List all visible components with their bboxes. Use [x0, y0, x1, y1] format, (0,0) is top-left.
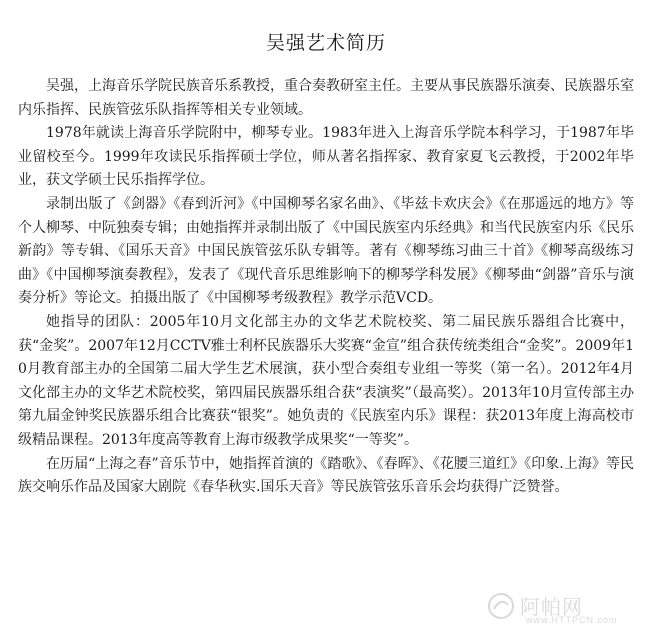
watermark-brand: 阿帕网 — [520, 597, 583, 619]
paragraph-recordings: 录制出版了《剑器》《春到沂河》《中国柳琴名家名曲》、《毕兹卡欢庆会》《在那遥远的地方》等个人柳琴、中阮独奏专辑；由她指挥并录制出版了《中国民族室内乐经典》和当代民族室内乐《民乐新韵》等专辑、《国乐天音》中国民族管弦乐队专辑等。著有《柳琴练习曲三十首》《柳琴高级练习曲》《中国柳琴演奏教程》，发表了《现代音乐思维影响下的柳琴学科发展》《柳琴曲“剑器”音乐与演奏分析》等论文。拍摄出版了《中国柳琴考级教程》教学示范VCD。 — [18, 195, 634, 307]
page-title: 吴强艺术简历 — [265, 32, 386, 54]
paragraph-awards: 她指导的团队：2005年10月文化部主办的文华艺术院校奖、第二届民族乐器组合比赛中，获“金奖”。2007年12月CCTV雅士利杯民族器乐大奖赛“金宣”组合获传统类组合“金奖”。2009年10月教育部主办的全国第二届大学生艺术展演，获小型合奏组专业组一等奖（第一名）。2012年4月文化部主办的文华艺术院校奖，第四届民族器乐组合获“表演奖”（最高奖）。2013年10月宣传部主办第九届金钟奖民族器乐组合比赛获“银奖”。她负责的《民族室内乐》课程：获2013年度上海高校市级精品课程。2013年度高等教育上海市级教学成果奖“一等奖”。 — [18, 313, 634, 448]
paragraph-intro: 吴强，上海音乐学院民族音乐系教授，重合奏教研室主任。主要从事民族器乐演奏、民族器乐室内乐指挥、民族管弦乐队指挥等相关专业领域。 — [18, 78, 634, 118]
paragraph-education: 1978年就读上海音乐学院附中，柳琴专业。1983年进入上海音乐学院本科学习，于1987年毕业留校至今。1999年攻读民乐指挥硕士学位，师从著名指挥家、教育家夏飞云教授，于2002年毕业，获文学硕士民乐指挥学位。 — [18, 125, 634, 189]
watermark-url: www.HTTPCN.com — [526, 615, 618, 625]
paragraph-festival: 在历届“上海之春”音乐节中，她指挥首演的《踏歌》、《春晖》、《花腰三道红》《印象.上海》等民族交响乐作品及国家大剧院《春华秋实.国乐天音》等民族管弦乐音乐会均获得广泛赞誉。 — [18, 455, 634, 496]
